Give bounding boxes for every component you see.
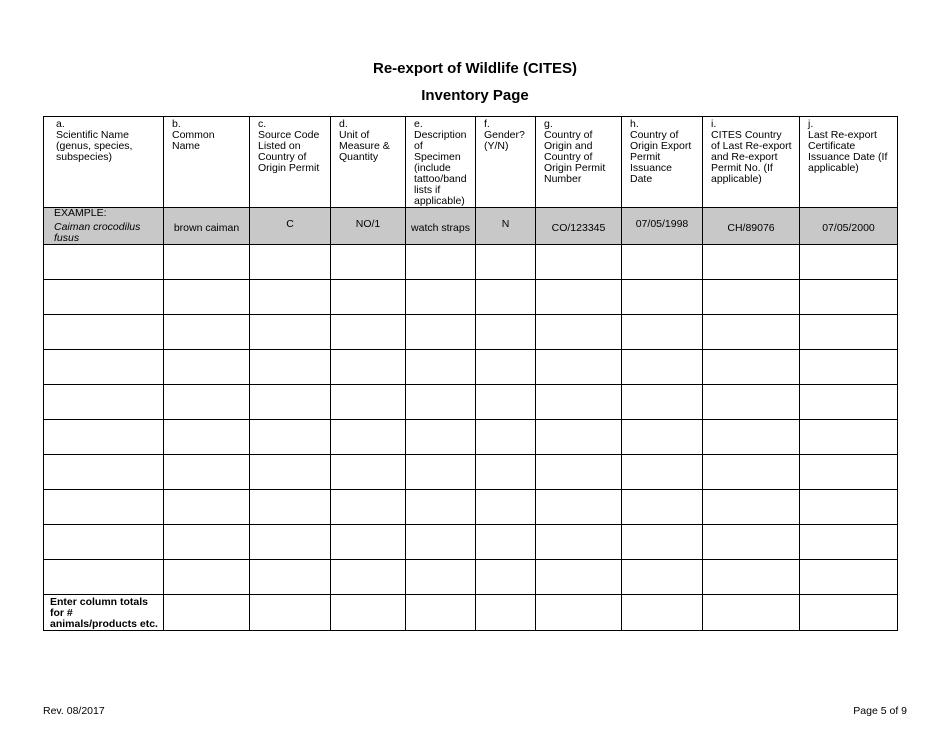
total-cell[interactable]	[622, 595, 703, 631]
entry-cell[interactable]	[250, 420, 331, 455]
entry-cell[interactable]	[703, 385, 800, 420]
entry-cell[interactable]	[44, 245, 164, 280]
column-letter: b.	[172, 118, 181, 130]
total-cell[interactable]	[164, 595, 250, 631]
entry-cell[interactable]	[622, 560, 703, 595]
entry-cell[interactable]	[331, 385, 406, 420]
example-gender: N	[501, 218, 510, 230]
example-label: EXAMPLE:	[54, 207, 107, 219]
entry-cell[interactable]	[331, 525, 406, 560]
entry-cell[interactable]	[536, 455, 622, 490]
entry-cell[interactable]	[44, 560, 164, 595]
entry-cell[interactable]	[250, 385, 331, 420]
entry-cell[interactable]	[406, 560, 476, 595]
entry-cell[interactable]	[331, 490, 406, 525]
entry-cell[interactable]	[331, 420, 406, 455]
column-letter: f.	[484, 118, 490, 130]
entry-cell[interactable]	[331, 315, 406, 350]
column-label: Unit of Measure & Quantity	[339, 129, 390, 163]
entry-cell[interactable]	[476, 280, 536, 315]
entry-cell[interactable]	[406, 245, 476, 280]
column-header-a	[44, 117, 164, 208]
entry-cell[interactable]	[536, 560, 622, 595]
total-cell[interactable]	[250, 595, 331, 631]
entry-cell[interactable]	[622, 245, 703, 280]
entry-cell[interactable]	[800, 280, 898, 315]
entry-cell[interactable]	[536, 245, 622, 280]
table-row	[44, 420, 898, 455]
entry-cell[interactable]	[44, 455, 164, 490]
example-reexport-permit: CH/89076	[727, 222, 775, 234]
column-letter: h.	[630, 118, 639, 130]
column-label: Scientific Name (genus, species, subspecies)	[56, 129, 133, 163]
entry-cell[interactable]	[44, 350, 164, 385]
example-origin-permit-cell	[536, 208, 622, 245]
entry-cell[interactable]	[44, 280, 164, 315]
column-letter: i.	[711, 118, 717, 130]
example-source-code-cell	[250, 208, 331, 245]
entry-cell[interactable]	[703, 525, 800, 560]
entry-cell[interactable]	[476, 350, 536, 385]
column-label: Source Code Listed on Country of Origin Permit	[258, 129, 320, 174]
column-header-h	[622, 117, 703, 208]
total-cell[interactable]	[800, 595, 898, 631]
entry-cell[interactable]	[164, 280, 250, 315]
entry-cell[interactable]	[476, 315, 536, 350]
entry-cell[interactable]	[622, 455, 703, 490]
example-origin-permit: CO/123345	[551, 222, 606, 234]
entry-cell[interactable]	[622, 385, 703, 420]
entry-cell[interactable]	[406, 490, 476, 525]
entry-cell[interactable]	[622, 280, 703, 315]
entry-cell[interactable]	[536, 315, 622, 350]
column-letter: a.	[56, 118, 65, 130]
example-export-date-cell	[622, 208, 703, 245]
example-unit-quantity-cell	[331, 208, 406, 245]
example-reexport-date-cell	[800, 208, 898, 245]
table-row	[44, 315, 898, 350]
column-header-j	[800, 117, 898, 208]
entry-cell[interactable]	[800, 315, 898, 350]
example-reexport-permit-cell	[703, 208, 800, 245]
entry-cell[interactable]	[164, 420, 250, 455]
column-label: Country of Origin and Country of Origin Permit Number	[544, 129, 606, 185]
column-label: Last Re-export Certificate Issuance Date (If applicable)	[808, 129, 888, 174]
entry-cell[interactable]	[800, 245, 898, 280]
example-reexport-date: 07/05/2000	[822, 222, 875, 234]
entry-cell[interactable]	[44, 525, 164, 560]
example-description-cell	[406, 208, 476, 245]
entry-cell[interactable]	[331, 245, 406, 280]
example-scientific-name: Caiman crocodilus fusus	[54, 221, 141, 244]
example-description: watch straps	[411, 222, 470, 234]
entry-cell[interactable]	[164, 385, 250, 420]
entry-cell[interactable]	[331, 350, 406, 385]
column-header-d	[331, 117, 406, 208]
entry-cell[interactable]	[44, 385, 164, 420]
entry-cell[interactable]	[622, 350, 703, 385]
entry-cell[interactable]	[406, 455, 476, 490]
total-cell[interactable]	[703, 595, 800, 631]
entry-cell[interactable]	[250, 245, 331, 280]
column-label: CITES Country of Last Re-export and Re-export Permit No. (If applicable)	[711, 129, 792, 185]
entry-cell[interactable]	[406, 420, 476, 455]
entry-cell[interactable]	[164, 560, 250, 595]
table-row	[44, 560, 898, 595]
column-header-f	[476, 117, 536, 208]
entry-cell[interactable]	[476, 245, 536, 280]
inventory-table	[43, 116, 898, 631]
entry-cell[interactable]	[703, 560, 800, 595]
column-letter: g.	[544, 118, 553, 130]
column-header-b	[164, 117, 250, 208]
entry-cell[interactable]	[164, 490, 250, 525]
entry-cell[interactable]	[703, 245, 800, 280]
entry-cell[interactable]	[536, 350, 622, 385]
entry-cell[interactable]	[164, 455, 250, 490]
totals-label-cell	[44, 595, 164, 631]
column-letter: d.	[339, 118, 348, 130]
entry-cell[interactable]	[703, 455, 800, 490]
entry-cell[interactable]	[476, 455, 536, 490]
column-header-e	[406, 117, 476, 208]
column-header-c	[250, 117, 331, 208]
example-unit-quantity: NO/1	[355, 218, 381, 230]
entry-cell[interactable]	[164, 315, 250, 350]
column-letter: e.	[414, 118, 423, 130]
example-scientific-name-cell	[44, 208, 164, 245]
example-common-name-cell	[164, 208, 250, 245]
example-common-name: brown caiman	[173, 222, 240, 234]
column-letter: j.	[808, 118, 814, 130]
totals-row	[44, 595, 898, 631]
total-cell[interactable]	[536, 595, 622, 631]
entry-cell[interactable]	[476, 525, 536, 560]
entry-cell[interactable]	[44, 490, 164, 525]
total-cell[interactable]	[406, 595, 476, 631]
entry-cell[interactable]	[406, 350, 476, 385]
column-header-i	[703, 117, 800, 208]
entry-cell[interactable]	[406, 525, 476, 560]
total-cell[interactable]	[331, 595, 406, 631]
entry-cell[interactable]	[622, 490, 703, 525]
entry-cell[interactable]	[250, 315, 331, 350]
table-row	[44, 490, 898, 525]
example-source-code: C	[286, 218, 294, 230]
table-row	[44, 455, 898, 490]
table-row	[44, 350, 898, 385]
header-row	[44, 117, 898, 208]
table-row	[44, 280, 898, 315]
entry-cell[interactable]	[800, 420, 898, 455]
entry-cell[interactable]	[536, 280, 622, 315]
entry-cell[interactable]	[250, 280, 331, 315]
entry-cell[interactable]	[331, 455, 406, 490]
entry-cell[interactable]	[406, 280, 476, 315]
entry-cell[interactable]	[476, 560, 536, 595]
entry-cell[interactable]	[250, 560, 331, 595]
entry-cell[interactable]	[800, 490, 898, 525]
entry-cell[interactable]	[406, 385, 476, 420]
entry-cell[interactable]	[476, 490, 536, 525]
example-row	[44, 208, 898, 245]
entry-cell[interactable]	[164, 350, 250, 385]
entry-cell[interactable]	[622, 315, 703, 350]
entry-cell[interactable]	[536, 490, 622, 525]
column-label: Country of Origin Export Permit Issuance Date	[630, 129, 692, 185]
column-label: Gender? (Y/N)	[484, 129, 525, 152]
entry-cell[interactable]	[536, 525, 622, 560]
example-gender-cell	[476, 208, 536, 245]
entry-cell[interactable]	[331, 560, 406, 595]
entry-cell[interactable]	[164, 525, 250, 560]
page-number: Page 5 of 9	[853, 705, 907, 717]
entry-cell[interactable]	[703, 350, 800, 385]
column-letter: c.	[258, 118, 267, 130]
entry-cell[interactable]	[250, 490, 331, 525]
total-cell[interactable]	[476, 595, 536, 631]
entry-cell[interactable]	[800, 350, 898, 385]
totals-label: Enter column totals for # animals/products etc.	[50, 596, 158, 630]
revision-label: Rev. 08/2017	[43, 705, 105, 717]
entry-cell[interactable]	[703, 420, 800, 455]
column-label: Description of Specimen (include tattoo/band lists if applicable)	[414, 129, 467, 207]
entry-cell[interactable]	[164, 245, 250, 280]
entry-cell[interactable]	[536, 420, 622, 455]
entry-cell[interactable]	[44, 420, 164, 455]
entry-cell[interactable]	[622, 525, 703, 560]
entry-cell[interactable]	[703, 490, 800, 525]
entry-cell[interactable]	[250, 350, 331, 385]
entry-cell[interactable]	[800, 560, 898, 595]
entry-cell[interactable]	[331, 280, 406, 315]
page-subtitle: Inventory Page	[421, 87, 529, 104]
example-export-date: 07/05/1998	[635, 218, 689, 230]
column-header-g	[536, 117, 622, 208]
table-row	[44, 525, 898, 560]
entry-cell[interactable]	[536, 385, 622, 420]
entry-cell[interactable]	[800, 525, 898, 560]
entry-cell[interactable]	[703, 280, 800, 315]
entry-cell[interactable]	[476, 385, 536, 420]
entry-cell[interactable]	[406, 315, 476, 350]
entry-cell[interactable]	[800, 455, 898, 490]
entry-cell[interactable]	[622, 420, 703, 455]
entry-cell[interactable]	[250, 525, 331, 560]
table-row	[44, 385, 898, 420]
entry-cell[interactable]	[800, 385, 898, 420]
entry-cell[interactable]	[476, 420, 536, 455]
entry-cell[interactable]	[44, 315, 164, 350]
column-label: Common Name	[172, 129, 215, 152]
form-title: Re-export of Wildlife (CITES)	[372, 60, 578, 77]
table-row	[44, 245, 898, 280]
entry-cell[interactable]	[703, 315, 800, 350]
entry-cell[interactable]	[250, 455, 331, 490]
